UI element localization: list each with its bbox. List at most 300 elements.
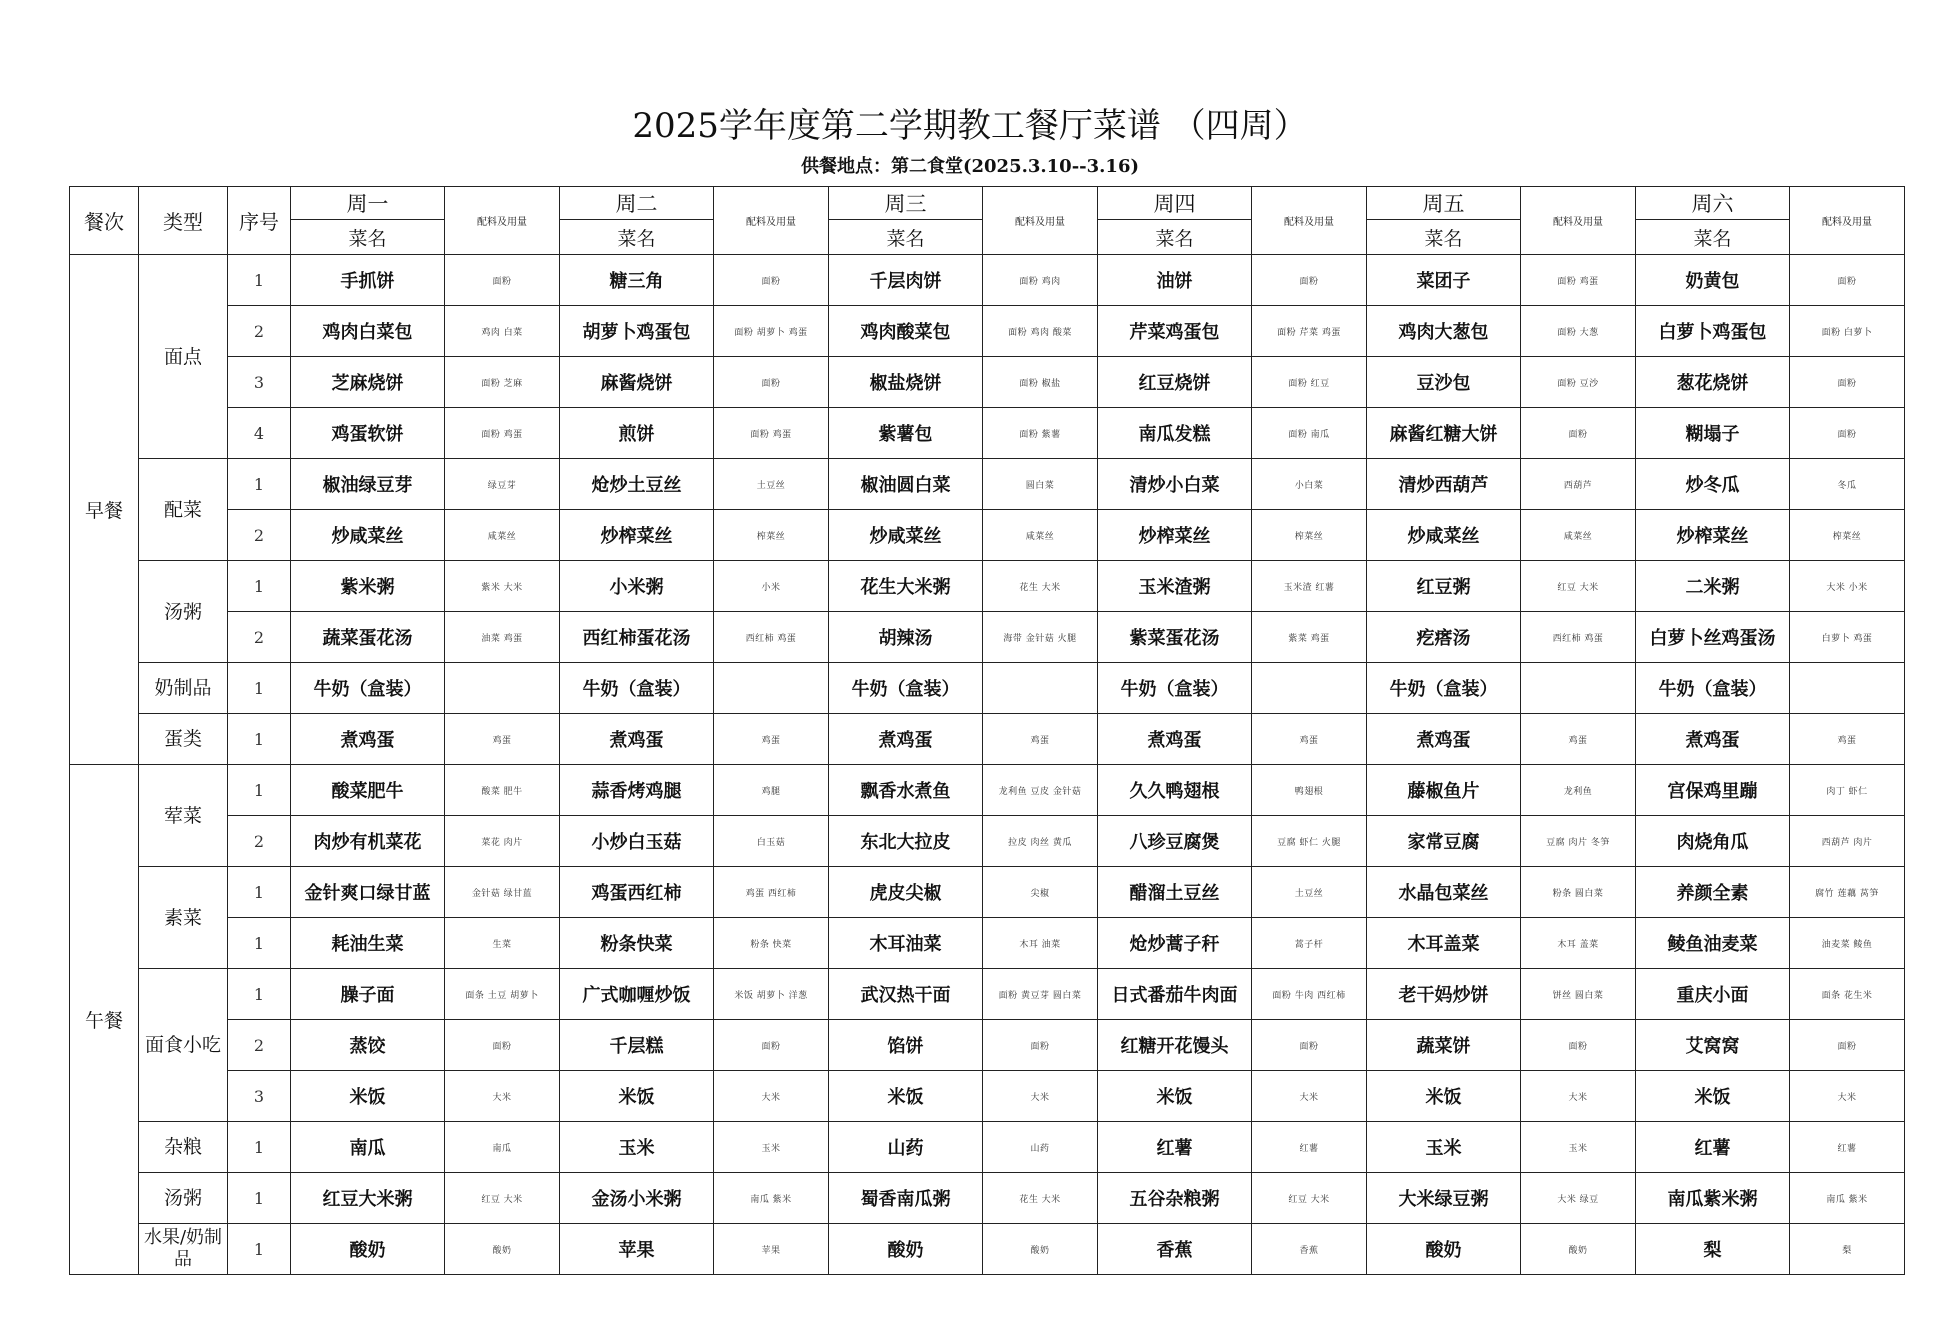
dish-ingredients: 面粉 白萝卜 (1790, 306, 1905, 357)
dish-name: 蒸饺 (291, 1020, 445, 1071)
dish-ingredients: 金针菇 绿甘蓝 (445, 867, 560, 918)
menu-table (69, 186, 1905, 1275)
dish-ingredients: 酸奶 (983, 1224, 1098, 1275)
dish-name: 老干妈炒饼 (1367, 969, 1521, 1020)
dish-ingredients: 饼丝 圆白菜 (1521, 969, 1636, 1020)
dish-ingredients: 肉丁 虾仁 (1790, 765, 1905, 816)
dish-name: 红豆大米粥 (291, 1173, 445, 1224)
header-day: 周二 (560, 187, 714, 220)
dish-name: 炒榨菜丝 (1098, 510, 1252, 561)
table-row (70, 459, 1905, 510)
table-row (70, 1173, 1905, 1224)
dish-ingredients: 面粉 鸡蛋 (1521, 255, 1636, 306)
dish-name: 玉米 (1367, 1122, 1521, 1173)
dish-name: 牛奶（盒装） (1367, 663, 1521, 714)
dish-ingredients: 南瓜 紫米 (1790, 1173, 1905, 1224)
dish-ingredients: 面粉 椒盐 (983, 357, 1098, 408)
dish-ingredients: 鸡蛋 (1521, 714, 1636, 765)
menu-table-body (70, 255, 1905, 1275)
category-label: 面点 (139, 255, 228, 459)
dish-name: 酸奶 (1367, 1224, 1521, 1275)
dish-name: 牛奶（盒装） (1098, 663, 1252, 714)
header-meal: 餐次 (70, 187, 139, 255)
dish-name: 红豆粥 (1367, 561, 1521, 612)
dish-ingredients: 红薯 (1790, 1122, 1905, 1173)
dish-ingredients: 玉米渣 红薯 (1252, 561, 1367, 612)
dish-ingredients (1790, 663, 1905, 714)
dish-ingredients: 面粉 芹菜 鸡蛋 (1252, 306, 1367, 357)
sequence-number: 1 (228, 1122, 291, 1173)
dish-name: 紫米粥 (291, 561, 445, 612)
dish-name: 白萝卜丝鸡蛋汤 (1636, 612, 1790, 663)
dish-name: 煮鸡蛋 (1636, 714, 1790, 765)
menu-table-header (70, 187, 1905, 255)
dish-name: 花生大米粥 (829, 561, 983, 612)
header-seq: 序号 (228, 187, 291, 255)
dish-ingredients: 油麦菜 鲮鱼 (1790, 918, 1905, 969)
dish-name: 肉烧角瓜 (1636, 816, 1790, 867)
dish-ingredients: 土豆丝 (1252, 867, 1367, 918)
dish-ingredients: 面粉 鸡蛋 (445, 408, 560, 459)
category-label: 汤粥 (139, 561, 228, 663)
dish-ingredients: 龙利鱼 豆皮 金针菇 (983, 765, 1098, 816)
sequence-number: 2 (228, 510, 291, 561)
dish-ingredients (1521, 663, 1636, 714)
dish-ingredients: 粉条 快菜 (714, 918, 829, 969)
dish-name: 大米绿豆粥 (1367, 1173, 1521, 1224)
dish-ingredients: 鸡蛋 (1252, 714, 1367, 765)
dish-name: 红薯 (1636, 1122, 1790, 1173)
sequence-number: 3 (228, 357, 291, 408)
dish-ingredients: 油菜 鸡蛋 (445, 612, 560, 663)
table-row (70, 510, 1905, 561)
dish-name: 鲮鱼油麦菜 (1636, 918, 1790, 969)
dish-ingredients: 花生 大米 (983, 1173, 1098, 1224)
dish-name: 油饼 (1098, 255, 1252, 306)
dish-ingredients: 面粉 (983, 1020, 1098, 1071)
dish-ingredients: 米饭 胡萝卜 洋葱 (714, 969, 829, 1020)
dish-ingredients: 面粉 (1252, 255, 1367, 306)
dish-name: 玉米渣粥 (1098, 561, 1252, 612)
category-label: 蛋类 (139, 714, 228, 765)
dish-ingredients: 酸菜 肥牛 (445, 765, 560, 816)
dish-ingredients: 西葫芦 肉片 (1790, 816, 1905, 867)
dish-ingredients: 拉皮 肉丝 黄瓜 (983, 816, 1098, 867)
dish-name: 酸奶 (829, 1224, 983, 1275)
dish-name: 葱花烧饼 (1636, 357, 1790, 408)
dish-ingredients: 绿豆芽 (445, 459, 560, 510)
table-row (70, 1122, 1905, 1173)
table-row (70, 408, 1905, 459)
dish-ingredients: 菜花 肉片 (445, 816, 560, 867)
dish-name: 虎皮尖椒 (829, 867, 983, 918)
dish-name: 菜团子 (1367, 255, 1521, 306)
dish-ingredients: 大米 (1252, 1071, 1367, 1122)
header-ingredients: 配料及用量 (1521, 187, 1636, 255)
sequence-number: 2 (228, 816, 291, 867)
dish-ingredients: 梨 (1790, 1224, 1905, 1275)
category-label: 杂粮 (139, 1122, 228, 1173)
dish-name: 重庆小面 (1636, 969, 1790, 1020)
header-ingredients: 配料及用量 (1790, 187, 1905, 255)
dish-name: 千层糕 (560, 1020, 714, 1071)
dish-name: 炒榨菜丝 (1636, 510, 1790, 561)
dish-ingredients: 面粉 (1790, 357, 1905, 408)
dish-ingredients: 面粉 胡萝卜 鸡蛋 (714, 306, 829, 357)
sequence-number: 1 (228, 969, 291, 1020)
dish-ingredients: 玉米 (714, 1122, 829, 1173)
dish-name: 艾窝窝 (1636, 1020, 1790, 1071)
category-label: 汤粥 (139, 1173, 228, 1224)
dish-ingredients: 粉条 圆白菜 (1521, 867, 1636, 918)
dish-name: 藤椒鱼片 (1367, 765, 1521, 816)
dish-ingredients: 面粉 (1790, 255, 1905, 306)
dish-name: 芝麻烧饼 (291, 357, 445, 408)
dish-name: 炝炒土豆丝 (560, 459, 714, 510)
table-row (70, 714, 1905, 765)
header-day: 周六 (1636, 187, 1790, 220)
sequence-number: 1 (228, 561, 291, 612)
sequence-number: 1 (228, 867, 291, 918)
header-dish-name: 菜名 (1098, 220, 1252, 255)
sequence-number: 1 (228, 663, 291, 714)
dish-name: 金针爽口绿甘蓝 (291, 867, 445, 918)
dish-ingredients: 鸡蛋 (983, 714, 1098, 765)
dish-ingredients: 白萝卜 鸡蛋 (1790, 612, 1905, 663)
dish-ingredients: 土豆丝 (714, 459, 829, 510)
sequence-number: 1 (228, 459, 291, 510)
table-row (70, 918, 1905, 969)
header-day: 周五 (1367, 187, 1521, 220)
dish-name: 苹果 (560, 1224, 714, 1275)
table-row (70, 306, 1905, 357)
dish-ingredients: 面粉 紫薯 (983, 408, 1098, 459)
dish-ingredients: 苹果 (714, 1224, 829, 1275)
dish-name: 二米粥 (1636, 561, 1790, 612)
dish-name: 鸡肉白菜包 (291, 306, 445, 357)
dish-ingredients: 面粉 鸡蛋 (714, 408, 829, 459)
dish-ingredients: 大米 (1521, 1071, 1636, 1122)
dish-name: 玉米 (560, 1122, 714, 1173)
header-ingredients: 配料及用量 (445, 187, 560, 255)
table-row (70, 255, 1905, 306)
dish-name: 炝炒蒿子秆 (1098, 918, 1252, 969)
dish-ingredients: 面粉 豆沙 (1521, 357, 1636, 408)
dish-ingredients: 榨菜丝 (1252, 510, 1367, 561)
category-label: 素菜 (139, 867, 228, 969)
dish-ingredients (983, 663, 1098, 714)
dish-ingredients: 红薯 (1252, 1122, 1367, 1173)
sequence-number: 1 (228, 714, 291, 765)
dish-name: 牛奶（盒装） (1636, 663, 1790, 714)
dish-name: 八珍豆腐煲 (1098, 816, 1252, 867)
page-subtitle: 供餐地点：第二食堂(2025.3.10--3.16) (800, 156, 1140, 177)
sequence-number: 4 (228, 408, 291, 459)
dish-name: 清炒西葫芦 (1367, 459, 1521, 510)
dish-ingredients (714, 663, 829, 714)
dish-name: 蔬菜饼 (1367, 1020, 1521, 1071)
dish-name: 红糖开花馒头 (1098, 1020, 1252, 1071)
table-row (70, 612, 1905, 663)
dish-ingredients: 面粉 牛肉 西红柿 (1252, 969, 1367, 1020)
dish-name: 武汉热干面 (829, 969, 983, 1020)
dish-name: 肉炒有机菜花 (291, 816, 445, 867)
dish-name: 炒咸菜丝 (829, 510, 983, 561)
category-label: 奶制品 (139, 663, 228, 714)
dish-ingredients: 红豆 大米 (445, 1173, 560, 1224)
dish-ingredients: 木耳 油菜 (983, 918, 1098, 969)
dish-ingredients: 大米 小米 (1790, 561, 1905, 612)
dish-name: 椒油圆白菜 (829, 459, 983, 510)
table-row (70, 1020, 1905, 1071)
dish-name: 煮鸡蛋 (560, 714, 714, 765)
dish-ingredients: 大米 (1790, 1071, 1905, 1122)
dish-name: 米饭 (1367, 1071, 1521, 1122)
table-row (70, 1224, 1905, 1275)
header-type: 类型 (139, 187, 228, 255)
dish-name: 日式番茄牛肉面 (1098, 969, 1252, 1020)
dish-ingredients: 面粉 (445, 255, 560, 306)
dish-name: 炒冬瓜 (1636, 459, 1790, 510)
dish-ingredients (1252, 663, 1367, 714)
dish-ingredients: 面粉 (1521, 1020, 1636, 1071)
dish-ingredients: 面粉 (714, 255, 829, 306)
dish-name: 胡辣汤 (829, 612, 983, 663)
dish-name: 馅饼 (829, 1020, 983, 1071)
dish-name: 胡萝卜鸡蛋包 (560, 306, 714, 357)
dish-ingredients: 面粉 (445, 1020, 560, 1071)
dish-ingredients: 海带 金针菇 火腿 (983, 612, 1098, 663)
dish-name: 白萝卜鸡蛋包 (1636, 306, 1790, 357)
dish-name: 蒜香烤鸡腿 (560, 765, 714, 816)
dish-ingredients: 紫米 大米 (445, 561, 560, 612)
table-row (70, 867, 1905, 918)
sequence-number: 1 (228, 1224, 291, 1275)
header-dish-name: 菜名 (1367, 220, 1521, 255)
dish-ingredients: 西葫芦 (1521, 459, 1636, 510)
dish-ingredients: 面粉 红豆 (1252, 357, 1367, 408)
dish-name: 南瓜 (291, 1122, 445, 1173)
dish-name: 米饭 (291, 1071, 445, 1122)
dish-name: 椒盐烧饼 (829, 357, 983, 408)
table-row (70, 765, 1905, 816)
dish-ingredients: 面粉 (1521, 408, 1636, 459)
dish-ingredients: 鸭翅根 (1252, 765, 1367, 816)
sequence-number: 2 (228, 1020, 291, 1071)
dish-ingredients: 小白菜 (1252, 459, 1367, 510)
dish-ingredients: 尖椒 (983, 867, 1098, 918)
dish-ingredients: 木耳 盖菜 (1521, 918, 1636, 969)
dish-name: 煮鸡蛋 (1367, 714, 1521, 765)
meal-label: 早餐 (70, 255, 139, 765)
sequence-number: 2 (228, 612, 291, 663)
table-row (70, 816, 1905, 867)
dish-name: 糖三角 (560, 255, 714, 306)
dish-name: 飘香水煮鱼 (829, 765, 983, 816)
dish-ingredients: 西红柿 鸡蛋 (714, 612, 829, 663)
dish-name: 煮鸡蛋 (829, 714, 983, 765)
dish-ingredients: 咸菜丝 (983, 510, 1098, 561)
dish-name: 南瓜发糕 (1098, 408, 1252, 459)
dish-ingredients: 鸡蛋 (1790, 714, 1905, 765)
dish-name: 炒咸菜丝 (291, 510, 445, 561)
sequence-number: 2 (228, 306, 291, 357)
dish-ingredients: 面粉 芝麻 (445, 357, 560, 408)
dish-ingredients: 面粉 黄豆芽 圆白菜 (983, 969, 1098, 1020)
header-ingredients: 配料及用量 (983, 187, 1098, 255)
dish-name: 清炒小白菜 (1098, 459, 1252, 510)
dish-ingredients: 南瓜 紫米 (714, 1173, 829, 1224)
dish-name: 蜀香南瓜粥 (829, 1173, 983, 1224)
meal-label: 午餐 (70, 765, 139, 1275)
dish-name: 木耳油菜 (829, 918, 983, 969)
dish-name: 麻酱烧饼 (560, 357, 714, 408)
dish-ingredients: 鸡肉 白菜 (445, 306, 560, 357)
sequence-number: 3 (228, 1071, 291, 1122)
dish-ingredients: 面粉 鸡肉 (983, 255, 1098, 306)
dish-ingredients: 南瓜 (445, 1122, 560, 1173)
dish-name: 酸菜肥牛 (291, 765, 445, 816)
dish-name: 麻酱红糖大饼 (1367, 408, 1521, 459)
dish-name: 酸奶 (291, 1224, 445, 1275)
header-day: 周三 (829, 187, 983, 220)
dish-ingredients: 鸡蛋 西红柿 (714, 867, 829, 918)
dish-name: 红薯 (1098, 1122, 1252, 1173)
dish-name: 五谷杂粮粥 (1098, 1173, 1252, 1224)
dish-ingredients: 白玉菇 (714, 816, 829, 867)
dish-ingredients: 豆腐 肉片 冬笋 (1521, 816, 1636, 867)
dish-ingredients: 红豆 大米 (1252, 1173, 1367, 1224)
table-row (70, 357, 1905, 408)
dish-name: 米饭 (1636, 1071, 1790, 1122)
dish-name: 养颜全素 (1636, 867, 1790, 918)
sequence-number: 1 (228, 1173, 291, 1224)
page-title: 2025学年度第二学期教工餐厅菜谱 （四周） (632, 106, 1308, 146)
dish-name: 芹菜鸡蛋包 (1098, 306, 1252, 357)
dish-name: 奶黄包 (1636, 255, 1790, 306)
dish-ingredients (445, 663, 560, 714)
dish-name: 煎饼 (560, 408, 714, 459)
dish-name: 家常豆腐 (1367, 816, 1521, 867)
dish-name: 耗油生菜 (291, 918, 445, 969)
header-dish-name: 菜名 (560, 220, 714, 255)
dish-name: 金汤小米粥 (560, 1173, 714, 1224)
category-label: 配菜 (139, 459, 228, 561)
dish-name: 炒榨菜丝 (560, 510, 714, 561)
dish-name: 牛奶（盒装） (560, 663, 714, 714)
dish-name: 米饭 (829, 1071, 983, 1122)
dish-ingredients: 面粉 (1790, 1020, 1905, 1071)
dish-ingredients: 香蕉 (1252, 1224, 1367, 1275)
dish-ingredients: 大米 (983, 1071, 1098, 1122)
dish-ingredients: 面粉 大葱 (1521, 306, 1636, 357)
header-day: 周四 (1098, 187, 1252, 220)
header-dish-name: 菜名 (291, 220, 445, 255)
dish-ingredients: 榨菜丝 (714, 510, 829, 561)
dish-name: 疙瘩汤 (1367, 612, 1521, 663)
dish-ingredients: 面条 土豆 胡萝卜 (445, 969, 560, 1020)
dish-ingredients: 鸡蛋 (714, 714, 829, 765)
category-label: 水果/奶制品 (139, 1224, 228, 1275)
header-ingredients: 配料及用量 (714, 187, 829, 255)
header-dish-name: 菜名 (1636, 220, 1790, 255)
dish-ingredients: 圆白菜 (983, 459, 1098, 510)
dish-name: 鸡肉大葱包 (1367, 306, 1521, 357)
dish-ingredients: 面粉 南瓜 (1252, 408, 1367, 459)
dish-name: 广式咖喱炒饭 (560, 969, 714, 1020)
dish-name: 鸡肉酸菜包 (829, 306, 983, 357)
dish-ingredients: 花生 大米 (983, 561, 1098, 612)
dish-name: 煮鸡蛋 (1098, 714, 1252, 765)
dish-ingredients: 红豆 大米 (1521, 561, 1636, 612)
dish-name: 久久鸭翅根 (1098, 765, 1252, 816)
dish-name: 木耳盖菜 (1367, 918, 1521, 969)
dish-name: 炒咸菜丝 (1367, 510, 1521, 561)
dish-name: 千层肉饼 (829, 255, 983, 306)
dish-ingredients: 紫菜 鸡蛋 (1252, 612, 1367, 663)
dish-name: 西红柿蛋花汤 (560, 612, 714, 663)
dish-name: 梨 (1636, 1224, 1790, 1275)
dish-ingredients: 腐竹 莲藕 莴笋 (1790, 867, 1905, 918)
dish-name: 米饭 (1098, 1071, 1252, 1122)
table-row (70, 969, 1905, 1020)
dish-name: 小炒白玉菇 (560, 816, 714, 867)
dish-ingredients: 咸菜丝 (1521, 510, 1636, 561)
dish-ingredients: 酸奶 (445, 1224, 560, 1275)
dish-name: 粉条快菜 (560, 918, 714, 969)
dish-ingredients: 面粉 (714, 357, 829, 408)
dish-name: 蔬菜蛋花汤 (291, 612, 445, 663)
dish-name: 醋溜土豆丝 (1098, 867, 1252, 918)
dish-name: 紫薯包 (829, 408, 983, 459)
dish-ingredients: 面粉 鸡肉 酸菜 (983, 306, 1098, 357)
dish-name: 豆沙包 (1367, 357, 1521, 408)
category-label: 面食小吃 (139, 969, 228, 1122)
dish-name: 煮鸡蛋 (291, 714, 445, 765)
dish-name: 东北大拉皮 (829, 816, 983, 867)
table-row (70, 1071, 1905, 1122)
dish-ingredients: 豆腐 虾仁 火腿 (1252, 816, 1367, 867)
dish-ingredients: 大米 绿豆 (1521, 1173, 1636, 1224)
table-row (70, 663, 1905, 714)
dish-name: 鸡蛋软饼 (291, 408, 445, 459)
header-dish-name: 菜名 (829, 220, 983, 255)
dish-name: 宫保鸡里蹦 (1636, 765, 1790, 816)
dish-name: 红豆烧饼 (1098, 357, 1252, 408)
dish-ingredients: 蒿子杆 (1252, 918, 1367, 969)
dish-ingredients: 面条 花生米 (1790, 969, 1905, 1020)
dish-ingredients: 大米 (714, 1071, 829, 1122)
dish-ingredients: 冬瓜 (1790, 459, 1905, 510)
dish-ingredients: 山药 (983, 1122, 1098, 1173)
dish-name: 小米粥 (560, 561, 714, 612)
dish-name: 手抓饼 (291, 255, 445, 306)
dish-ingredients: 鸡腿 (714, 765, 829, 816)
dish-ingredients: 面粉 (1790, 408, 1905, 459)
dish-ingredients: 龙利鱼 (1521, 765, 1636, 816)
dish-name: 糊塌子 (1636, 408, 1790, 459)
dish-name: 椒油绿豆芽 (291, 459, 445, 510)
dish-name: 臊子面 (291, 969, 445, 1020)
dish-name: 牛奶（盒装） (829, 663, 983, 714)
dish-ingredients: 咸菜丝 (445, 510, 560, 561)
dish-ingredients: 小米 (714, 561, 829, 612)
dish-ingredients: 西红柿 鸡蛋 (1521, 612, 1636, 663)
dish-ingredients: 面粉 (1252, 1020, 1367, 1071)
dish-ingredients: 酸奶 (1521, 1224, 1636, 1275)
sequence-number: 1 (228, 255, 291, 306)
sequence-number: 1 (228, 918, 291, 969)
